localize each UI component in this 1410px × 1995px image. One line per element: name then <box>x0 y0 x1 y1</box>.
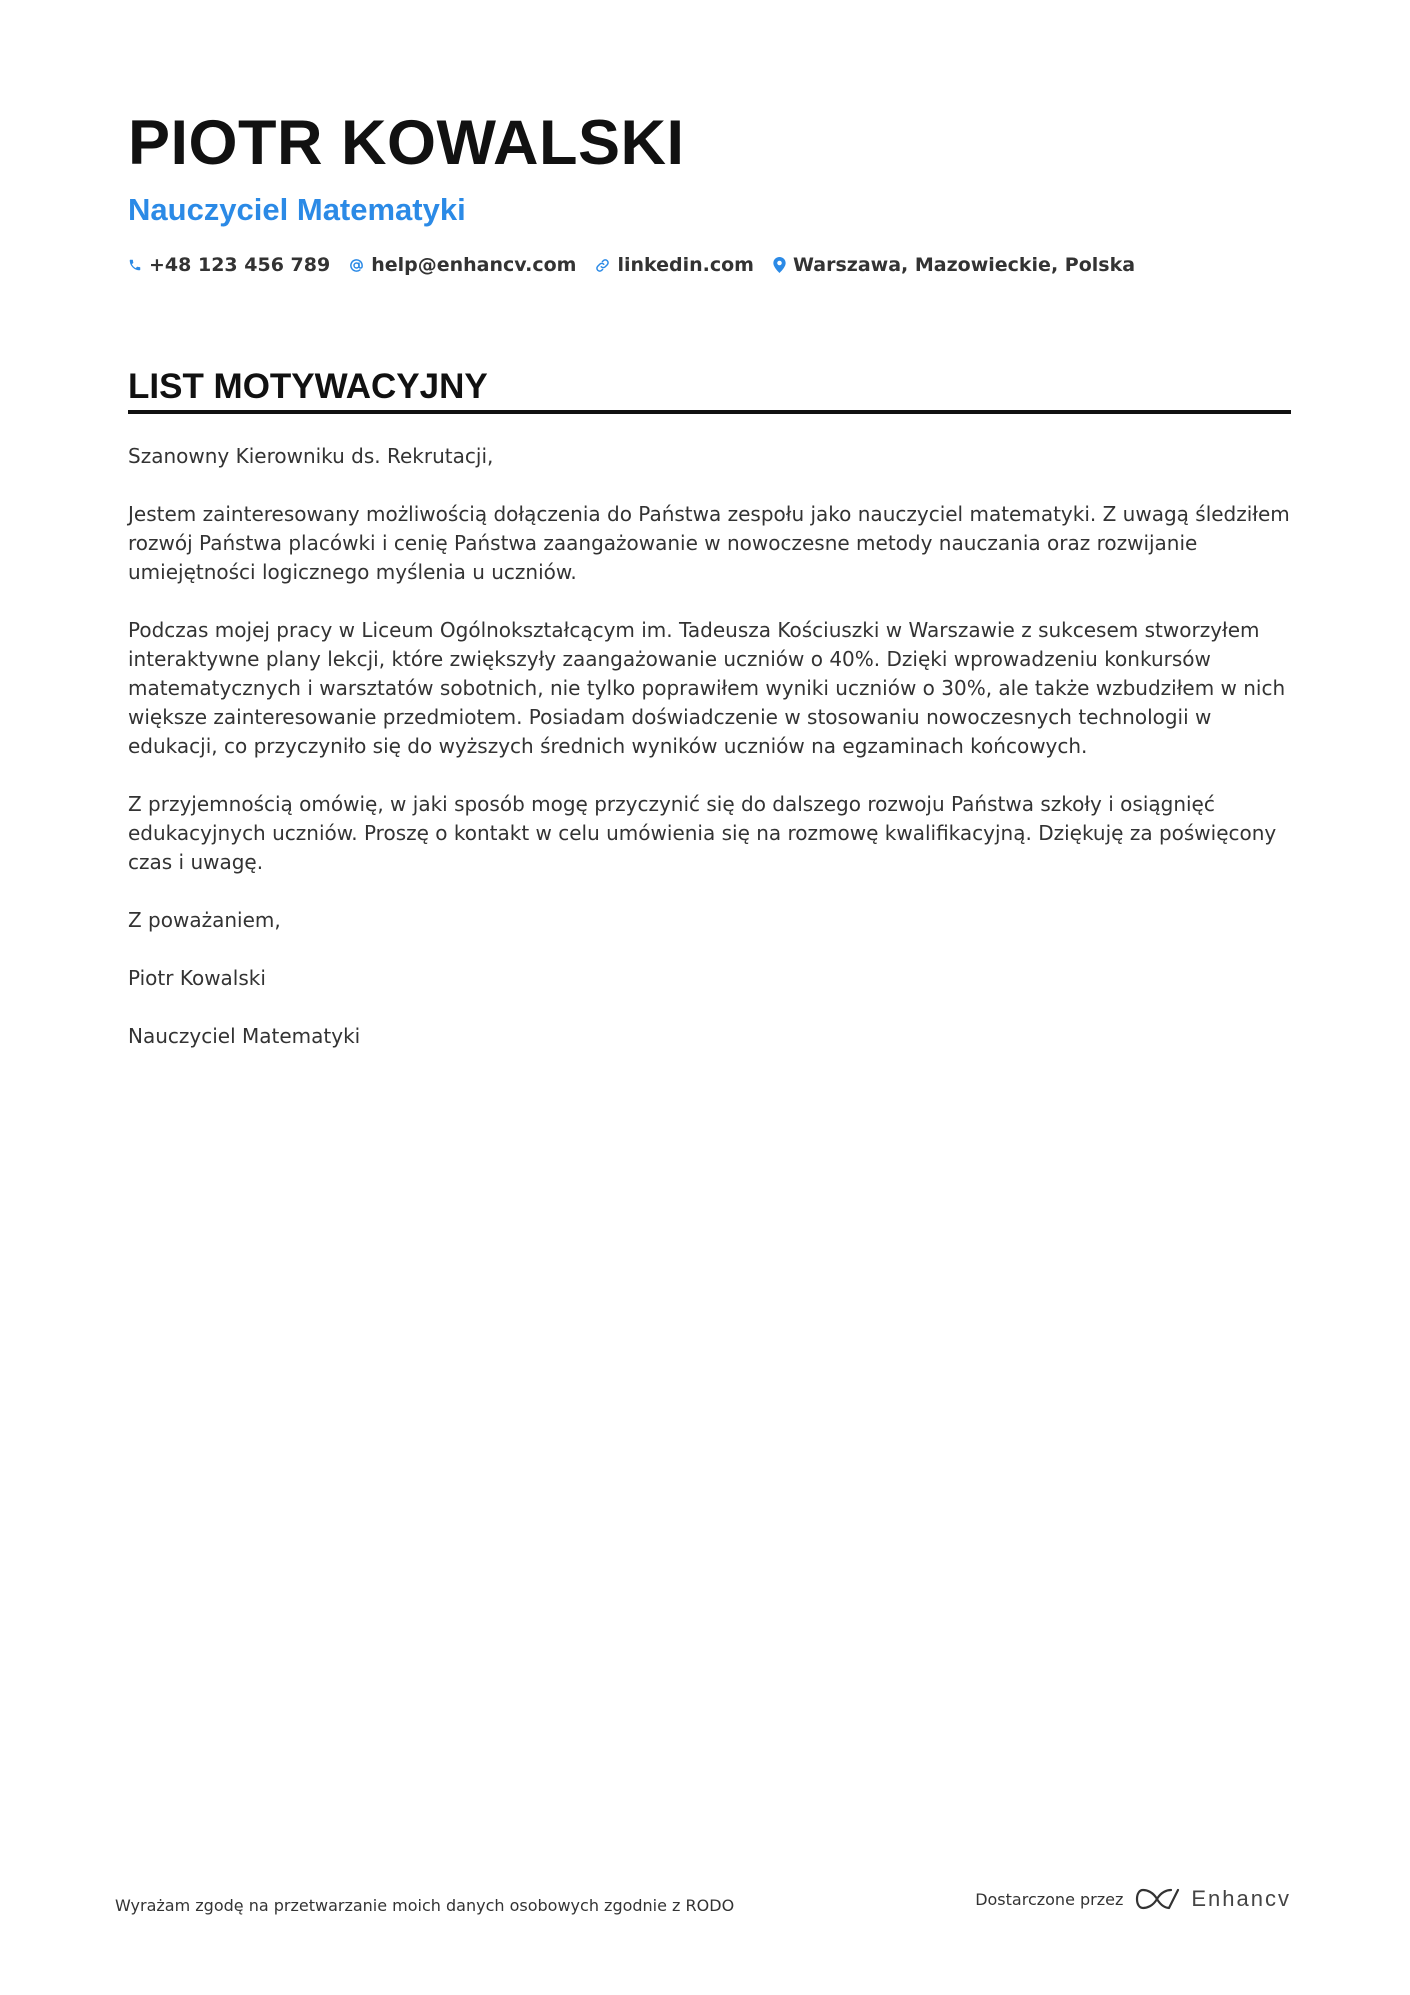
section-title: LIST MOTYWACYJNY <box>128 367 488 406</box>
candidate-name: PIOTR KOWALSKI <box>128 108 685 178</box>
signature-title: Nauczyciel Matematyki <box>128 1024 361 1048</box>
powered-by[interactable] <box>975 1886 1291 1912</box>
contact-linkedin[interactable] <box>595 254 754 276</box>
contact-email[interactable] <box>349 254 576 276</box>
paragraph-1: Jestem zainteresowany możliwością dołączenia do Państwa zespołu jako nauczyciel matematyki. Z uwagą śledziłem rozwój Państwa placówki i cenię Państwa zaangażowanie w nowoczesne metody nauczania oraz rozwijanie umiejętności logicznego myślenia u uczniów. <box>128 502 1290 584</box>
phone-text: +48 123 456 789 <box>149 254 331 276</box>
location-pin-icon <box>773 257 786 273</box>
email-text: help@enhancv.com <box>371 254 577 276</box>
closing: Z poważaniem, <box>128 908 281 932</box>
location-text: Warszawa, Mazowieckie, Polska <box>792 254 1136 276</box>
gdpr-consent: Wyrażam zgodę na przetwarzanie moich danych osobowych zgodnie z RODO <box>115 1896 735 1915</box>
powered-by-label: Dostarczone przez <box>975 1889 1124 1909</box>
link-icon <box>595 258 610 273</box>
phone-icon <box>128 258 142 272</box>
letter-body <box>128 442 1296 1080</box>
linkedin-text: linkedin.com <box>617 254 754 276</box>
paragraph-2: Podczas mojej pracy w Liceum Ogólnokształcącym im. Tadeusza Kościuszki w Warszawie z sukcesem stworzyłem interaktywne plany lekcji, które zwiększyły zaangażowanie uczniów o 40%. Dzięki wprowadzeniu konkursów matematycznych i warsztatów sobotnich, nie tylko poprawiłem wyniki uczniów o 30%, ale także wzbudziłem w nich większe zainteresowanie przedmiotem. Posiadam doświadczenie w stosowaniu nowoczesnych technologii w edukacji, co przyczyniło się do wyższych średnich wyników uczniów na egzaminach końcowych. <box>128 618 1286 758</box>
at-icon <box>349 258 364 273</box>
contact-bar <box>128 254 1154 276</box>
contact-location <box>773 254 1135 276</box>
enhancv-brand: Enhancv <box>1191 1886 1291 1911</box>
enhancv-logo-icon <box>1135 1887 1181 1911</box>
job-title: Nauczyciel Matematyki <box>128 192 466 227</box>
salutation: Szanowny Kierowniku ds. Rekrutacji, <box>128 444 494 468</box>
section-divider <box>128 410 1291 414</box>
signature-name: Piotr Kowalski <box>128 966 266 990</box>
contact-phone[interactable] <box>128 254 330 276</box>
paragraph-3: Z przyjemnością omówię, w jaki sposób mogę przyczynić się do dalszego rozwoju Państwa szkoły i osiągnięć edukacyjnych uczniów. Proszę o kontakt w celu umówienia się na rozmowę kwalifikacyjną. Dziękuję za poświęcony czas i uwagę. <box>128 792 1277 874</box>
